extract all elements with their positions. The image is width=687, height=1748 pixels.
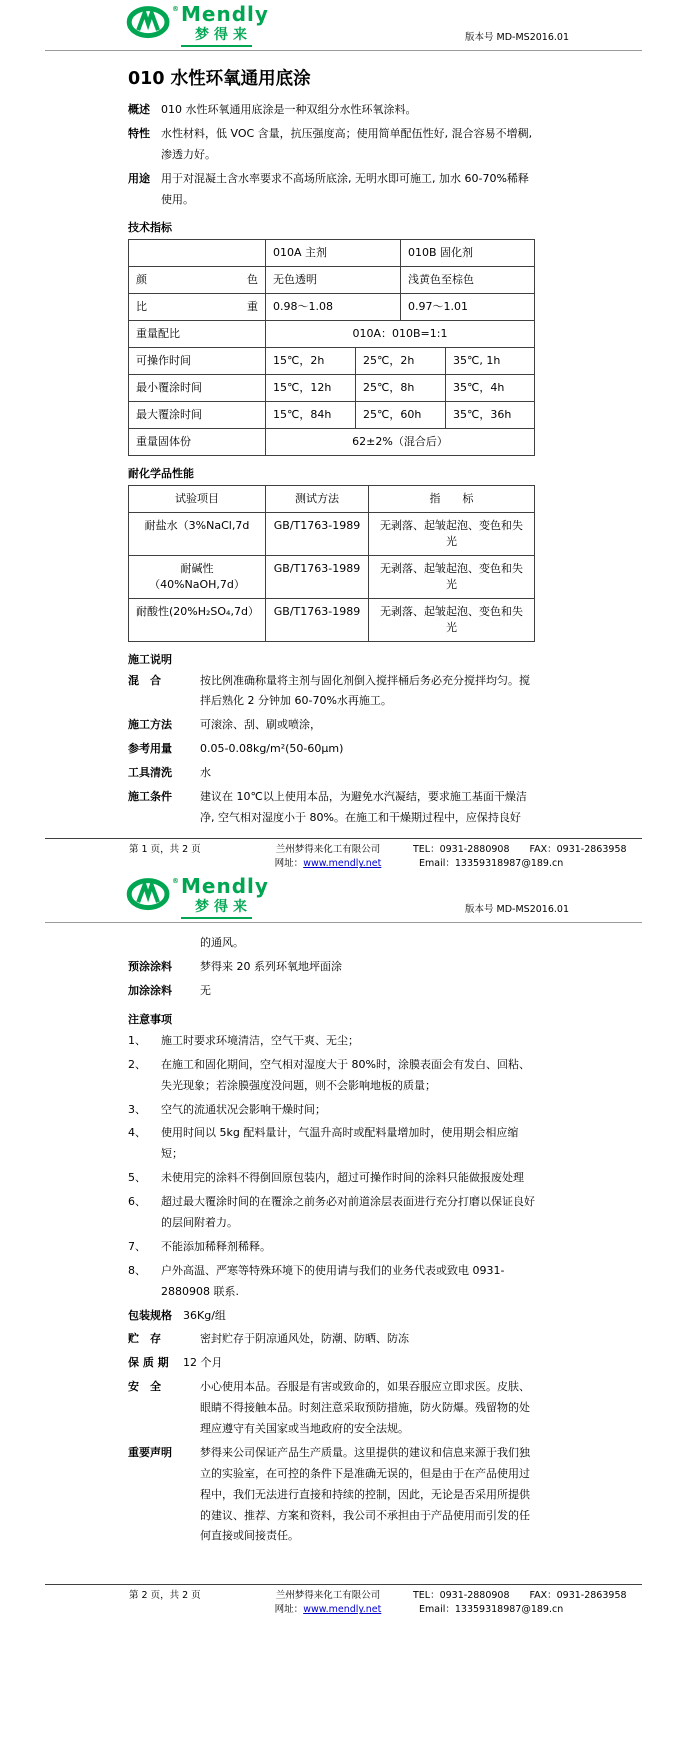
registered-mark: ®	[172, 5, 179, 13]
item-text: 户外高温、严寒等特殊环境下的使用请与我们的业务代表或致电 0931-2880908 联系.	[161, 1263, 505, 1298]
email-label: Email：13359318987@189.cn	[419, 858, 564, 870]
table-row	[129, 348, 535, 375]
table-row	[129, 429, 535, 456]
table-row	[129, 321, 535, 348]
overview-label: 概述	[128, 103, 150, 116]
company-name: 兰州梦得来化工有限公司	[275, 1589, 381, 1601]
condition-continuation: 的通风。	[200, 936, 244, 950]
condition-text: 建议在 10℃以上使用本品，为避免水汽凝结，要求施工基面干燥洁净, 空气相对湿度小于 80%。在施工和干燥期过程中，应保持良好	[200, 789, 527, 824]
website-link[interactable]: www.mendly.net	[303, 1604, 382, 1616]
table-row	[129, 294, 535, 321]
item-text: 空气的流通状况会影响干燥时间；	[161, 1102, 326, 1116]
usage-text: 用于对混凝土含水率要求不高场所底涂, 无明水即可施工, 加水 60-70%稀释使用。	[161, 171, 529, 206]
construction-heading: 施工说明	[128, 652, 172, 666]
table-row	[129, 267, 535, 294]
topcoat-row	[128, 981, 535, 1002]
usage-label: 用途	[128, 171, 150, 185]
brand-name-cn: 梦得来	[181, 24, 252, 47]
condition-label: 施工条件	[128, 789, 172, 803]
list-item	[128, 1192, 535, 1234]
item-text: 未使用完的涂料不得倒回原包装内，超过可操作时间的涂料只能做报废处理	[161, 1171, 524, 1185]
method-label: 施工方法	[128, 718, 172, 732]
tel-label: TEL：0931-2880908	[413, 843, 510, 855]
brand-name-en: Mendly	[181, 2, 269, 26]
website-link[interactable]: www.mendly.net	[303, 858, 382, 870]
page-number: 第 2 页，共 2 页	[129, 1589, 201, 1601]
mix-row	[128, 671, 535, 713]
chem-cell: 耐盐水（3%NaCl,7d	[129, 513, 266, 556]
page2-footer	[45, 1584, 642, 1618]
table-row	[129, 513, 535, 556]
chem-cell: 耐酸性(20%H₂SO₄,7d）	[129, 599, 266, 642]
item-number: 7、	[128, 1239, 146, 1253]
list-item	[128, 1237, 535, 1258]
packing-text: 36Kg/组	[183, 1308, 226, 1322]
dosage-label: 参考用量	[128, 742, 172, 756]
tech-cell: 0.97～1.01	[401, 294, 535, 321]
chem-cell: GB/T1763-1989	[266, 599, 369, 642]
table-row	[129, 402, 535, 429]
mendly-logo	[126, 874, 269, 919]
list-item	[128, 1261, 535, 1303]
overview-row	[128, 100, 535, 121]
page-1	[0, 0, 687, 872]
page1-content	[0, 51, 687, 838]
item-number: 2、	[128, 1057, 146, 1071]
tech-cell: 25℃，8h	[356, 375, 446, 402]
chem-cell: 耐碱性（40%NaOH,7d）	[129, 556, 266, 599]
precoat-row	[128, 957, 535, 978]
tech-cell: 颜 色	[129, 267, 266, 294]
chem-cell: GB/T1763-1989	[266, 556, 369, 599]
packing-row	[128, 1306, 535, 1327]
fax-label: FAX：0931-2863958	[529, 843, 627, 855]
tech-cell: 最大覆涂时间	[129, 402, 266, 429]
storage-label: 贮 存	[128, 1332, 161, 1346]
item-text: 超过最大覆涂时间的在覆涂之前务必对前道涂层表面进行充分打磨以保证良好的层间附着力。	[161, 1195, 535, 1229]
fax-label: FAX：0931-2863958	[529, 1589, 627, 1601]
packing-label: 包装规格	[128, 1308, 172, 1322]
tech-heading: 技术指标	[128, 221, 172, 235]
safety-label: 安 全	[128, 1380, 161, 1394]
chem-cell: 无剥落、起皱起泡、变色和失光	[369, 599, 535, 642]
method-text: 可滚涂、刮、刷或喷涂，	[200, 718, 321, 732]
overview-text: 010 水性环氧通用底涂是一种双组分水性环氧涂料。	[161, 103, 417, 116]
chem-cell: 指 标	[369, 486, 535, 513]
website-label: 网址：	[274, 1604, 304, 1616]
tech-cell: 可操作时间	[129, 348, 266, 375]
website-label: 网址：	[274, 858, 304, 870]
storage-row	[128, 1329, 535, 1350]
table-row	[129, 556, 535, 599]
tech-cell: 重量固体份	[129, 429, 266, 456]
page1-footer	[45, 838, 642, 872]
mendly-emblem-icon	[126, 877, 172, 913]
page2-content	[0, 923, 687, 1584]
version-label: 版本号 MD-MS2016.01	[465, 904, 569, 916]
item-number: 3、	[128, 1102, 146, 1116]
safety-row	[128, 1377, 535, 1440]
page-header	[0, 872, 687, 922]
statement-text: 梦得来公司保证产品生产质量。这里提供的建议和信息来源于我们独立的实验室，在可控的条件下是准确无误的，但是由于在产品使用过程中，我们无法进行直接和持续的控制，因此，无论是否采用所提供的建议、推荐、方案和资料，我公司不承担由于产品使用而引发的任何直接或间接责任。	[200, 1445, 530, 1543]
page-header	[0, 0, 687, 50]
tech-cell: 25℃，2h	[356, 348, 446, 375]
feature-text: 水性材料，低 VOC 含量，抗压强度高；使用简单配伍性好, 混合容易不增稠, 渗透力好。	[161, 126, 533, 161]
table-row	[129, 486, 535, 513]
clean-label: 工具清洗	[128, 766, 172, 780]
dosage-row	[128, 739, 535, 760]
tech-cell: 最小覆涂时间	[129, 375, 266, 402]
tech-cell: 62±2%（混合后）	[266, 429, 535, 456]
usage-row	[128, 169, 535, 211]
notes-heading: 注意事项	[128, 1012, 172, 1026]
method-row	[128, 715, 535, 736]
version-label: 版本号 MD-MS2016.01	[465, 32, 569, 43]
chem-cell: 无剥落、起皱起泡、变色和失光	[369, 556, 535, 599]
item-text: 在施工和固化期间，空气相对湿度大于 80%时，涂膜表面会有发白、回粘、失光现象；若涂膜强度没问题，则不会影响地板的质量；	[161, 1057, 530, 1092]
page-title: 010 水性环氧通用底涂	[128, 69, 311, 89]
tech-cell: 35℃，4h	[446, 375, 535, 402]
logo-text	[181, 2, 269, 47]
shelf-life-text: 12 个月	[183, 1356, 223, 1370]
shelf-life-row	[128, 1353, 535, 1374]
tech-cell: 35℃, 1h	[446, 348, 535, 375]
tech-cell	[129, 240, 266, 267]
precoat-text: 梦得来 20 系列环氧地坪面涂	[200, 960, 342, 974]
tech-cell: 15℃，12h	[266, 375, 356, 402]
safety-text: 小心使用本品。吞服是有害或致命的，如果吞服应立即求医。皮肤、眼睛不得接触本品。时刻注意采取预防措施，防火防爆。残留物的处理应遵守有关国家或当地政府的安全法规。	[200, 1380, 530, 1435]
table-row	[129, 240, 535, 267]
tech-cell: 无色透明	[266, 267, 401, 294]
page-number: 第 1 页，共 2 页	[129, 843, 201, 855]
page-2	[0, 872, 687, 1748]
mix-text: 按比例准确称量将主剂与固化剂倒入搅拌桶后务必充分搅拌均匀。搅拌后熟化 2 分钟加 60-70%水再施工。	[200, 673, 530, 708]
clean-text: 水	[200, 766, 211, 780]
list-item	[128, 1031, 535, 1052]
tech-cell: 25℃，60h	[356, 402, 446, 429]
tech-cell: 15℃，2h	[266, 348, 356, 375]
tech-cell: 010B 固化剂	[401, 240, 535, 267]
statement-row	[128, 1443, 535, 1547]
mendly-logo	[126, 2, 269, 47]
logo-text	[181, 874, 269, 919]
topcoat-label: 加涂涂料	[128, 983, 172, 997]
tech-cell: 浅黄色至棕色	[401, 267, 535, 294]
item-text: 施工时要求环境清洁，空气干爽、无尘；	[161, 1033, 359, 1047]
item-text: 使用时间以 5kg 配料量计，气温升高时或配料量增加时，使用期会相应缩短；	[161, 1126, 519, 1161]
item-number: 8、	[128, 1263, 146, 1277]
tech-cell: 15℃，84h	[266, 402, 356, 429]
chem-cell: GB/T1763-1989	[266, 513, 369, 556]
tel-label: TEL：0931-2880908	[413, 1589, 510, 1601]
registered-mark: ®	[172, 877, 179, 886]
item-number: 6、	[128, 1195, 146, 1209]
chem-table	[128, 485, 535, 642]
chem-cell: 试验项目	[129, 486, 266, 513]
tech-cell: 010A 主剂	[266, 240, 401, 267]
tech-cell: 010A：010B=1:1	[266, 321, 535, 348]
tech-cell: 35℃，36h	[446, 402, 535, 429]
company-name: 兰州梦得来化工有限公司	[275, 843, 381, 855]
dosage-text: 0.05-0.08kg/m²(50-60μm)	[200, 742, 344, 756]
notes-list	[128, 1031, 535, 1303]
condition-row	[128, 787, 535, 829]
list-item	[128, 1100, 535, 1121]
storage-text: 密封贮存于阴凉通风处，防潮、防晒、防冻	[200, 1332, 409, 1346]
chem-heading: 耐化学品性能	[128, 466, 194, 480]
feature-row	[128, 124, 535, 166]
table-row	[129, 375, 535, 402]
item-number: 1、	[128, 1033, 146, 1047]
mix-label: 混 合	[128, 673, 161, 687]
chem-cell: 测试方法	[266, 486, 369, 513]
table-row	[129, 599, 535, 642]
tech-cell: 0.98～1.08	[266, 294, 401, 321]
item-number: 5、	[128, 1171, 146, 1185]
clean-row	[128, 763, 535, 784]
email-label: Email：13359318987@189.cn	[419, 1604, 564, 1616]
brand-name-cn: 梦得来	[181, 896, 252, 919]
brand-name-en: Mendly	[181, 874, 269, 899]
feature-label: 特性	[128, 126, 150, 140]
tech-cell: 比 重	[129, 294, 266, 321]
list-item	[128, 1055, 535, 1097]
topcoat-text: 无	[200, 983, 211, 997]
shelf-life-label: 保 质 期	[128, 1356, 169, 1370]
mendly-emblem-icon	[126, 5, 172, 41]
tech-table	[128, 239, 535, 456]
item-number: 4、	[128, 1126, 146, 1140]
precoat-label: 预涂涂料	[128, 960, 172, 974]
list-item	[128, 1123, 535, 1165]
tech-cell: 重量配比	[129, 321, 266, 348]
chem-cell: 无剥落、起皱起泡、变色和失光	[369, 513, 535, 556]
statement-label: 重要声明	[128, 1445, 172, 1459]
list-item	[128, 1168, 535, 1189]
item-text: 不能添加稀释剂稀释。	[161, 1239, 271, 1253]
